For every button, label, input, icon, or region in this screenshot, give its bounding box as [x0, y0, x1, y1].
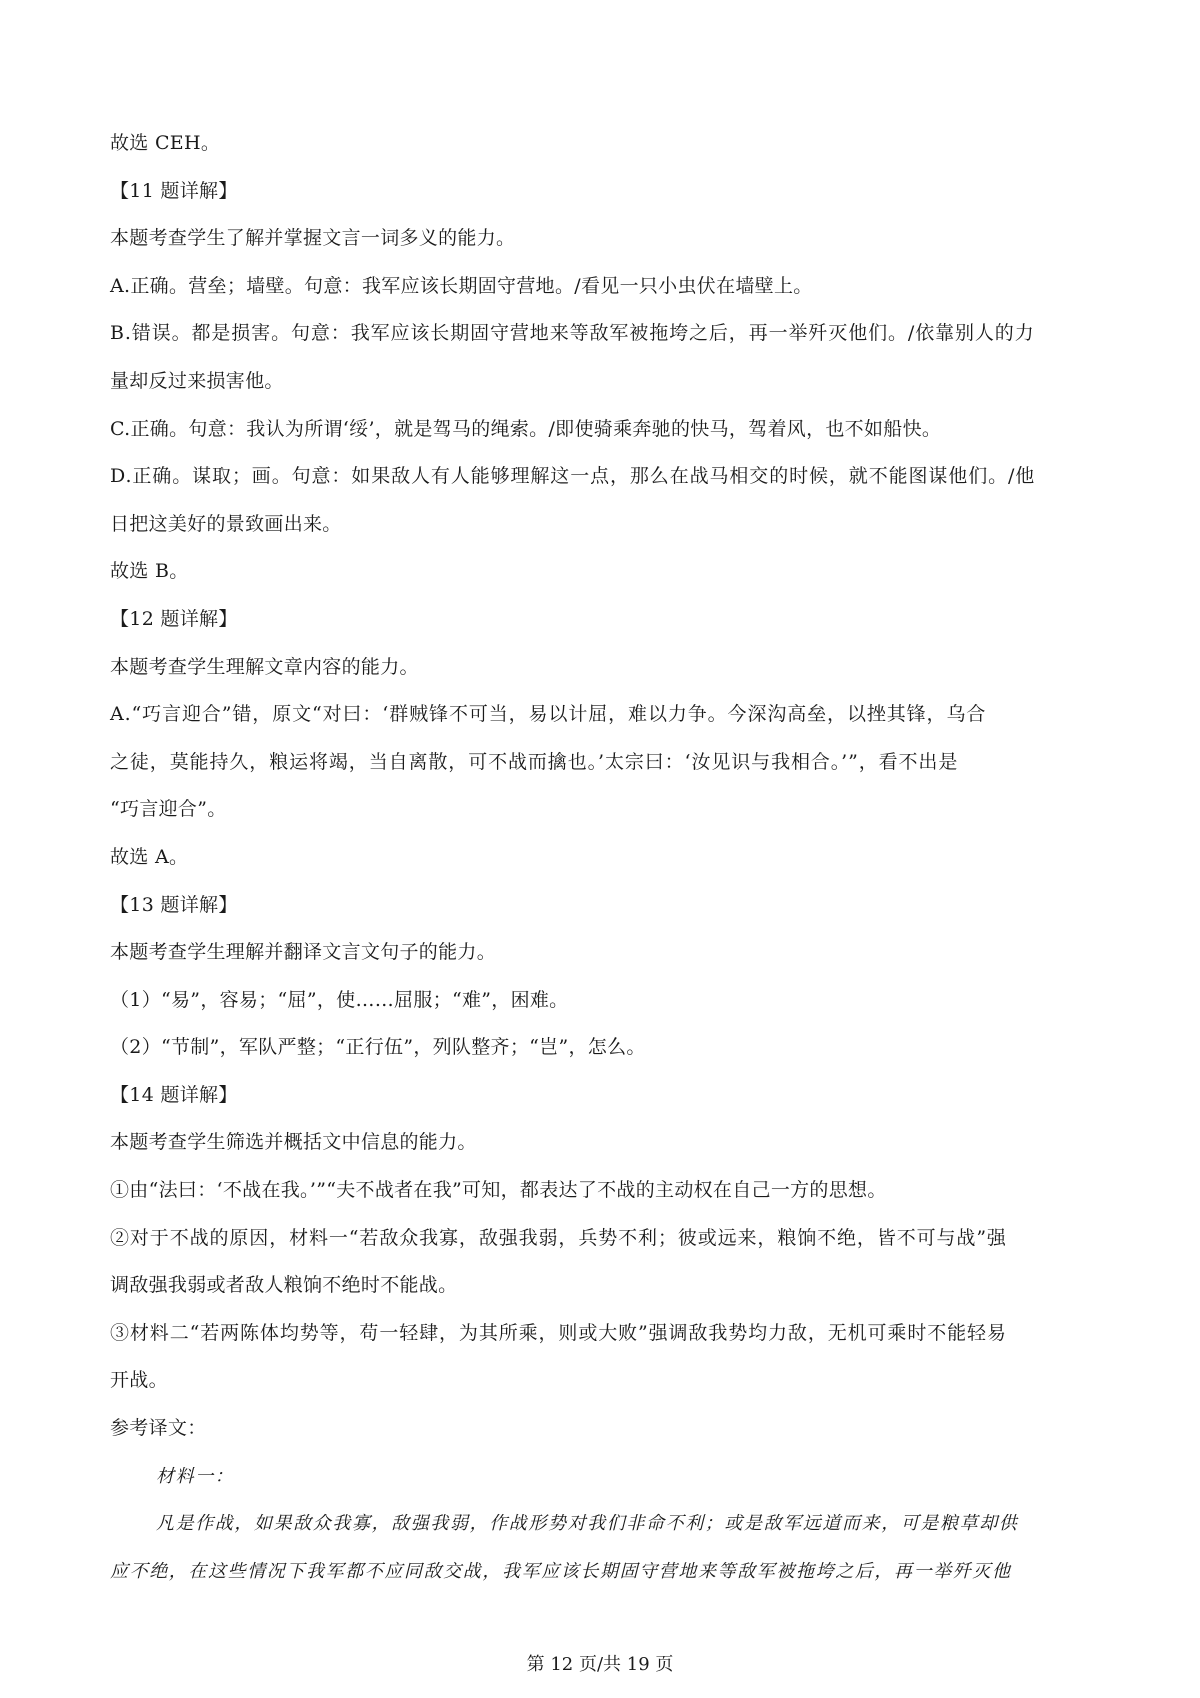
section-heading: 【11 题详解】 [110, 179, 238, 202]
text-line: 开战。 [110, 1369, 168, 1392]
text-line: 之徒，莫能持久，粮运将竭，当自离散，可不战而擒也。’太宗曰：‘汝见识与我相合。’”，看不出是 [110, 750, 959, 773]
text-line: 本题考查学生筛选并概括文中信息的能力。 [110, 1131, 477, 1154]
section-heading: 【14 题详解】 [110, 1083, 238, 1106]
translation-line: 凡是作战，如果敌众我寡，敌强我弱，作战形势对我们非命不利；或是敌军远道而来，可是粮草却供 [156, 1513, 1019, 1535]
text-line: ①由“法曰：‘不战在我。’”“夫不战者在我”可知，都表达了不战的主动权在自己一方的思想。 [110, 1179, 887, 1202]
option-line: A.“巧言迎合”错，原文“对曰：‘群贼锋不可当，易以计屈，难以力争。今深沟高垒，以挫其锋，乌合 [110, 703, 987, 726]
text-line: （1）“易”，容易；“屈”，使……屈服；“难”，困难。 [110, 988, 569, 1011]
text-line: ③材料二“若两陈体均势等，苟一轻肆，为其所乘，则或大败”强调敌我势均力敌，无机可乘时不能轻易 [110, 1321, 1007, 1344]
translation-line: 应不绝，在这些情况下我军都不应同敌交战，我军应该长期固守营地来等敌军被拖垮之后，再一举歼灭他 [110, 1560, 1012, 1582]
answer-line: 故选 A。 [110, 845, 189, 868]
text-line: “巧言迎合”。 [110, 798, 227, 821]
text-line: 量却反过来损害他。 [110, 369, 284, 392]
option-line: B.错误。都是损害。句意：我军应该长期固守营地来等敌军被拖垮之后，再一举歼灭他们。/依靠别人的力 [110, 322, 1035, 345]
text-line: 本题考查学生理解并翻译文言文句子的能力。 [110, 941, 497, 964]
section-heading: 【12 题详解】 [110, 607, 238, 630]
text-line: 本题考查学生理解文章内容的能力。 [110, 655, 419, 678]
text-line: 调敌强我弱或者敌人粮饷不绝时不能战。 [110, 1274, 458, 1297]
page-content [110, 120, 1105, 1595]
answer-line: 故选 CEH。 [110, 132, 221, 154]
answer-line: 故选 B。 [110, 560, 189, 583]
page-footer: 第 12 页/共 19 页 [526, 1654, 674, 1675]
text-line: 日把这美好的景致画出来。 [110, 512, 342, 535]
option-line: A.正确。营垒；墙壁。句意：我军应该长期固守营地。/看见一只小虫伏在墙壁上。 [110, 274, 813, 297]
option-line: C.正确。句意：我认为所谓‘绥’，就是驾马的绳索。/即使骑乘奔驰的快马，驾着风，也不如船快。 [110, 417, 942, 440]
text-line: （2）“节制”，军队严整；“正行伍”，列队整齐；“岂”，怎么。 [110, 1036, 646, 1059]
material-label: 材料一： [156, 1465, 235, 1487]
text-line: ②对于不战的原因，材料一“若敌众我寡，敌强我弱，兵势不利；彼或远来，粮饷不绝，皆不可与战”强 [110, 1226, 1007, 1249]
section-heading: 【13 题详解】 [110, 893, 238, 916]
text-line: 本题考查学生了解并掌握文言一词多义的能力。 [110, 227, 516, 250]
option-line: D.正确。谋取；画。句意：如果敌人有人能够理解这一点，那么在战马相交的时候，就不能图谋他们。/他 [110, 465, 1036, 488]
translation-heading: 参考译文： [110, 1417, 207, 1440]
